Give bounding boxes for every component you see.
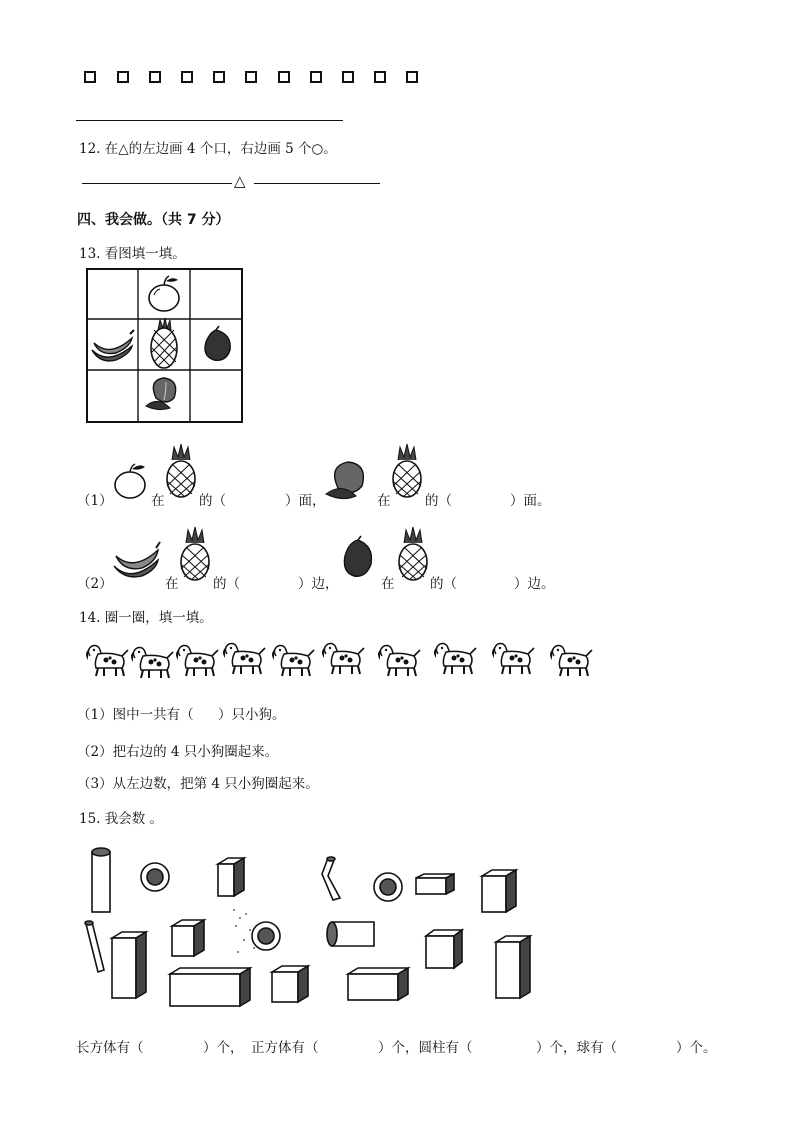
cube-label: 正方体有（ (251, 1040, 319, 1056)
pineapple-icon (390, 444, 424, 498)
sphere-end: ）个。 (676, 1040, 717, 1056)
cuboid-icon (416, 874, 454, 894)
answer-line (76, 120, 343, 121)
cuboid-icon (496, 936, 530, 998)
peach-icon (146, 378, 176, 410)
section-title: 四、我会做。（共 7 分） (77, 212, 230, 228)
cube-icon (218, 858, 244, 896)
square-shape (374, 71, 386, 83)
sphere-label: ）个，球有（ (536, 1040, 617, 1056)
cuboid-icon (348, 968, 408, 1000)
de-text: 的（ (425, 493, 452, 509)
cylinder-label: ）个，圆柱有（ (378, 1040, 473, 1056)
cuboid-end: ）个， (203, 1040, 244, 1056)
pineapple-icon (164, 444, 198, 498)
dust-specks (233, 909, 255, 953)
solids-figure (78, 840, 548, 1015)
zai-text: 在 (165, 576, 179, 592)
square-shape (84, 71, 96, 83)
square-shape (181, 71, 193, 83)
cube-icon (172, 920, 204, 956)
cylinder-icon (322, 857, 340, 900)
cube-icon (426, 930, 462, 968)
pineapple-icon (151, 318, 177, 368)
q14-1-end: ）只小狗。 (218, 707, 286, 723)
q14-title: 14. 圈一圈，填一填。 (79, 610, 213, 626)
square-shape (310, 71, 322, 83)
cuboid-icon (112, 932, 146, 998)
q13-2-number: （2） (77, 576, 113, 592)
zai-text: 在 (151, 493, 165, 509)
end-text: ）面， (285, 493, 326, 509)
square-shape (278, 71, 290, 83)
square-shape (149, 71, 161, 83)
q15-title: 15. 我会数 。 (79, 811, 164, 827)
q14-1-start: （1）图中一共有（ (77, 707, 194, 723)
cylinder-icon (327, 922, 374, 946)
sphere-icon (374, 873, 402, 901)
q14-2-text: （2）把右边的 4 只小狗圈起来。 (77, 744, 279, 760)
apple-icon (112, 462, 150, 500)
fruit-grid (86, 268, 244, 424)
pineapple-icon (178, 527, 212, 581)
cube-icon (482, 870, 516, 912)
dog-icon (86, 646, 128, 677)
dog-icon (322, 644, 364, 675)
square-shape (245, 71, 257, 83)
square-shape (406, 71, 418, 83)
q13-title: 13. 看图填一填。 (79, 246, 186, 262)
square-shape (117, 71, 129, 83)
mango-icon (340, 536, 374, 580)
peach-icon (324, 458, 372, 500)
dog-icon (272, 646, 314, 677)
q13-1-number: （1） (77, 493, 113, 509)
de-text: 的（ (213, 576, 240, 592)
cuboid-label: 长方体有（ (76, 1040, 144, 1056)
dog-icon (131, 648, 173, 679)
zai-text: 在 (377, 493, 391, 509)
dog-icon (223, 644, 265, 675)
dog-icon (176, 646, 218, 677)
sphere-icon (141, 863, 169, 891)
banana-icon (92, 330, 134, 361)
dog-icon (550, 646, 592, 677)
cylinder-icon (85, 921, 104, 972)
cube-icon (272, 966, 308, 1002)
end-text: ）面。 (510, 493, 551, 509)
banana-icon (112, 540, 162, 582)
right-blank-line (254, 183, 380, 184)
q12-text: 12. 在△的左边画 4 个口，右边画 5 个○。 (79, 141, 337, 157)
end-text: ）边， (298, 576, 339, 592)
de-text: 的（ (199, 493, 226, 509)
sphere-icon (252, 922, 280, 950)
q14-3-text: （3）从左边数，把第 4 只小狗圈起来。 (77, 776, 319, 792)
left-blank-line (82, 183, 232, 184)
square-shape (213, 71, 225, 83)
dog-icon (378, 646, 420, 677)
square-shape (342, 71, 354, 83)
apple-icon (149, 276, 179, 311)
pineapple-icon (396, 527, 430, 581)
mango-icon (205, 326, 230, 360)
dog-icon (434, 644, 476, 675)
dogs-row (84, 640, 604, 682)
zai-text: 在 (381, 576, 395, 592)
de-text: 的（ (430, 576, 457, 592)
end-text: ）边。 (514, 576, 555, 592)
triangle-symbol: △ (234, 172, 246, 190)
cylinder-icon (92, 848, 110, 912)
dog-icon (492, 644, 534, 675)
cuboid-icon (170, 968, 250, 1006)
